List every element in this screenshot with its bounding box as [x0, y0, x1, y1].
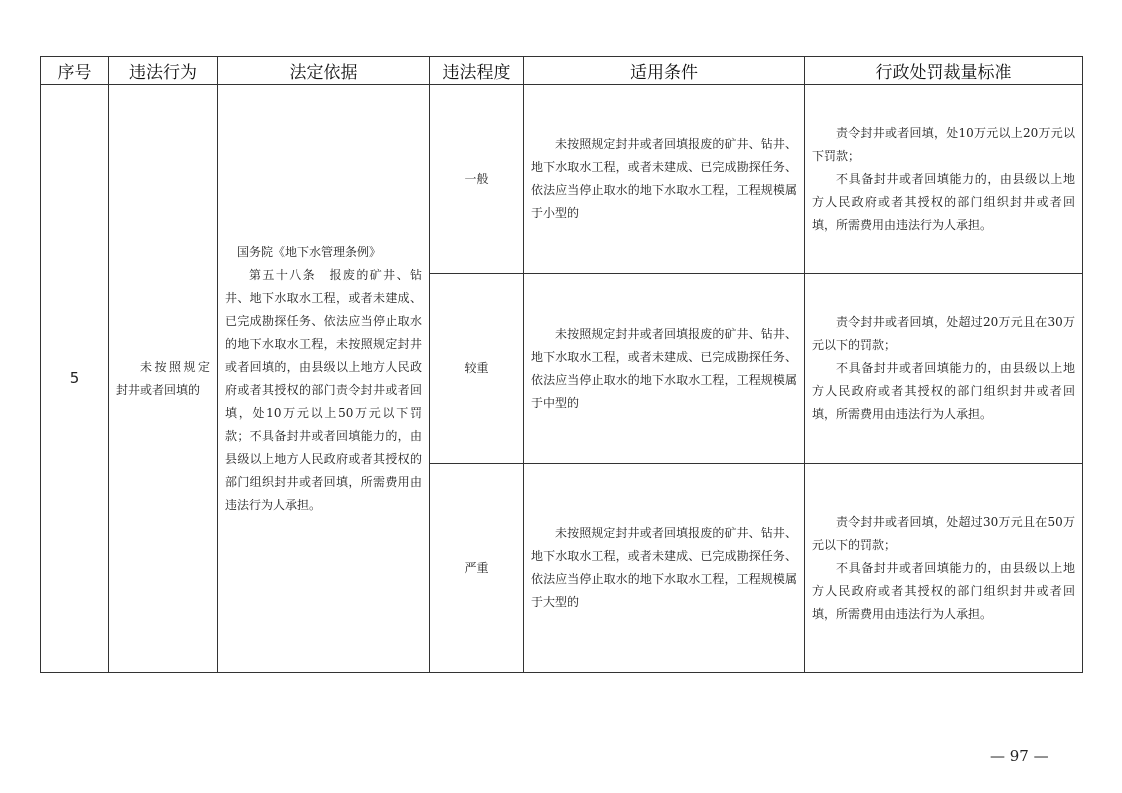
degree-cell-general: 一般 [430, 85, 524, 274]
legal-basis-cell [218, 85, 430, 673]
degree-cell-severe: 严重 [430, 464, 524, 673]
header-legal-basis: 法定依据 [218, 57, 430, 85]
standard-cell-severe [805, 464, 1083, 673]
standard-text-organize: 不具备封井或者回填能力的，由县级以上地方人民政府或者其授权的部门组织封井或者回填，所需费用由违法行为人承担。 [812, 560, 1075, 621]
standard-cell-serious [805, 274, 1083, 464]
standard-text-penalty: 责令封井或者回填，处超过30万元且在50万元以下的罚款； [812, 514, 1075, 552]
legal-basis-body: 第五十八条 报废的矿井、钻井、地下水取水工程，或者未建成、已完成勘探任务、依法应当停止取水的地下水取水工程，未按照规定封井或者回填的，由县级以上地方人民政府或者其授权的部门责令封井或者回填，处10万元以上50万元以下罚款；不具备封井或者回填能力的，由县级以上地方人民政府或者其授权的部门组织封井或者回填，所需费用由违法行为人承担。 [225, 267, 422, 512]
legal-basis-title: 国务院《地下水管理条例》 [237, 244, 382, 259]
degree-cell-serious: 较重 [430, 274, 524, 464]
header-violation-degree: 违法程度 [430, 57, 524, 85]
violation-cell [109, 85, 218, 673]
standard-cell-general [805, 85, 1083, 274]
serial-number-cell: 5 [41, 85, 109, 673]
condition-text: 未按照规定封井或者回填报废的矿井、钻井、地下水取水工程，或者未建成、已完成勘探任务、依法应当停止取水的地下水取水工程，工程规模属于大型的 [531, 526, 797, 609]
table-header-row [41, 57, 1083, 85]
standard-text-organize: 不具备封井或者回填能力的，由县级以上地方人民政府或者其授权的部门组织封井或者回填，所需费用由违法行为人承担。 [812, 171, 1075, 232]
header-discretion-standard: 行政处罚裁量标准 [805, 57, 1083, 85]
standard-text-penalty: 责令封井或者回填，处10万元以上20万元以下罚款； [812, 125, 1075, 163]
header-serial-number: 序号 [41, 57, 109, 85]
condition-cell-serious [524, 274, 805, 464]
header-applicable-conditions: 适用条件 [524, 57, 805, 85]
condition-text: 未按照规定封井或者回填报废的矿井、钻井、地下水取水工程，或者未建成、已完成勘探任务、依法应当停止取水的地下水取水工程，工程规模属于中型的 [531, 326, 797, 410]
standard-text-organize: 不具备封井或者回填能力的，由县级以上地方人民政府或者其授权的部门组织封井或者回填，所需费用由违法行为人承担。 [812, 361, 1075, 421]
page-number: — 97 — [990, 747, 1049, 765]
condition-text: 未按照规定封井或者回填报废的矿井、钻井、地下水取水工程，或者未建成、已完成勘探任务、依法应当停止取水的地下水取水工程，工程规模属于小型的 [531, 137, 797, 220]
violation-text: 未按照规定封井或者回填的 [116, 359, 210, 397]
table-row [41, 85, 1083, 274]
condition-cell-severe [524, 464, 805, 673]
standard-text-penalty: 责令封井或者回填，处超过20万元且在30万元以下的罚款； [812, 315, 1075, 352]
condition-cell-general [524, 85, 805, 274]
header-violation: 违法行为 [109, 57, 218, 85]
penalty-standard-table [40, 56, 1083, 673]
